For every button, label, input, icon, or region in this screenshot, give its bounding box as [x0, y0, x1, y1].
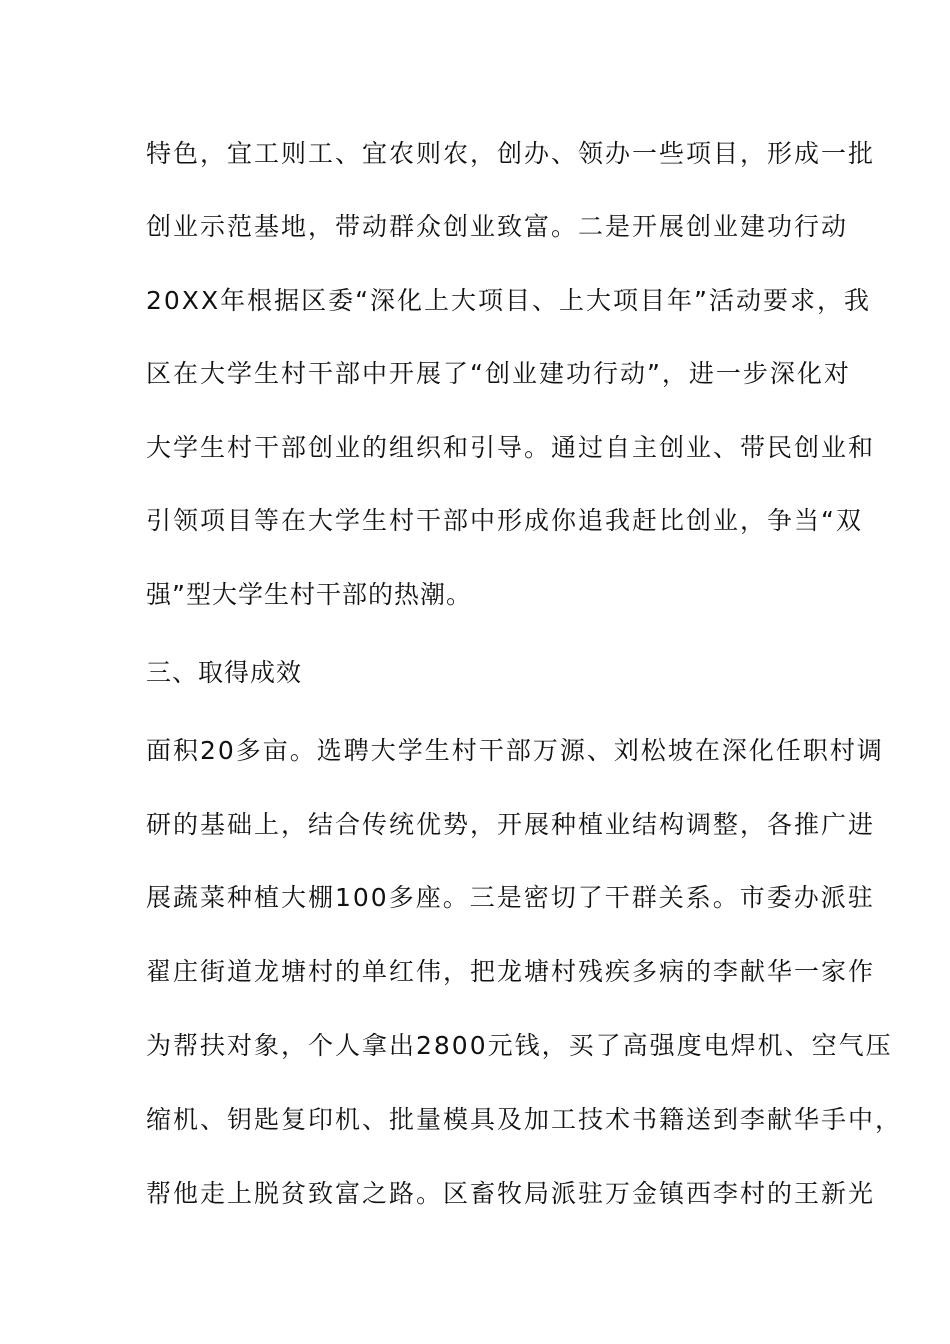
paragraph-line: 研的基础上，结合传统优势，开展种植业结构调整，各推广进 [146, 810, 876, 839]
paragraph-line: 特色，宜工则工、宜农则农，创办、领办一些项目，形成一批 [146, 139, 876, 168]
paragraph-line: 大学生村干部创业的组织和引导。通过自主创业、带民创业和 [146, 433, 876, 462]
paragraph-line: 翟庄街道龙塘村的单红伟，把龙塘村残疾多病的李献华一家作 [146, 957, 876, 986]
paragraph-line: 区在大学生村干部中开展了“创业建功行动”，进一步深化对 [146, 359, 851, 388]
paragraph-line: 为帮扶对象，个人拿出2800元钱，买了高强度电焊机、空气压 [146, 1031, 893, 1060]
paragraph-line: 展蔬菜种植大棚100多座。三是密切了干群关系。市委办派驻 [146, 883, 875, 912]
paragraph-line: 缩机、钥匙复印机、批量模具及加工技术书籍送到李献华手中， [146, 1105, 903, 1134]
paragraph-line: 20XX年根据区委“深化上大项目、上大项目年”活动要求，我 [146, 286, 871, 315]
paragraph-line: 面积20多亩。选聘大学生村干部万源、刘松坡在深化任职村调 [146, 736, 884, 765]
paragraph-line: 引领项目等在大学生村干部中形成你追我赶比创业，争当“双 [146, 506, 863, 535]
paragraph-line: 强”型大学生村干部的热潮。 [146, 580, 472, 609]
paragraph-line: 创业示范基地，带动群众创业致富。二是开展创业建功行动 [146, 212, 849, 241]
paragraph-line: 帮他走上脱贫致富之路。区畜牧局派驻万金镇西李村的王新光 [146, 1179, 876, 1208]
section-heading: 三、取得成效 [146, 658, 303, 687]
